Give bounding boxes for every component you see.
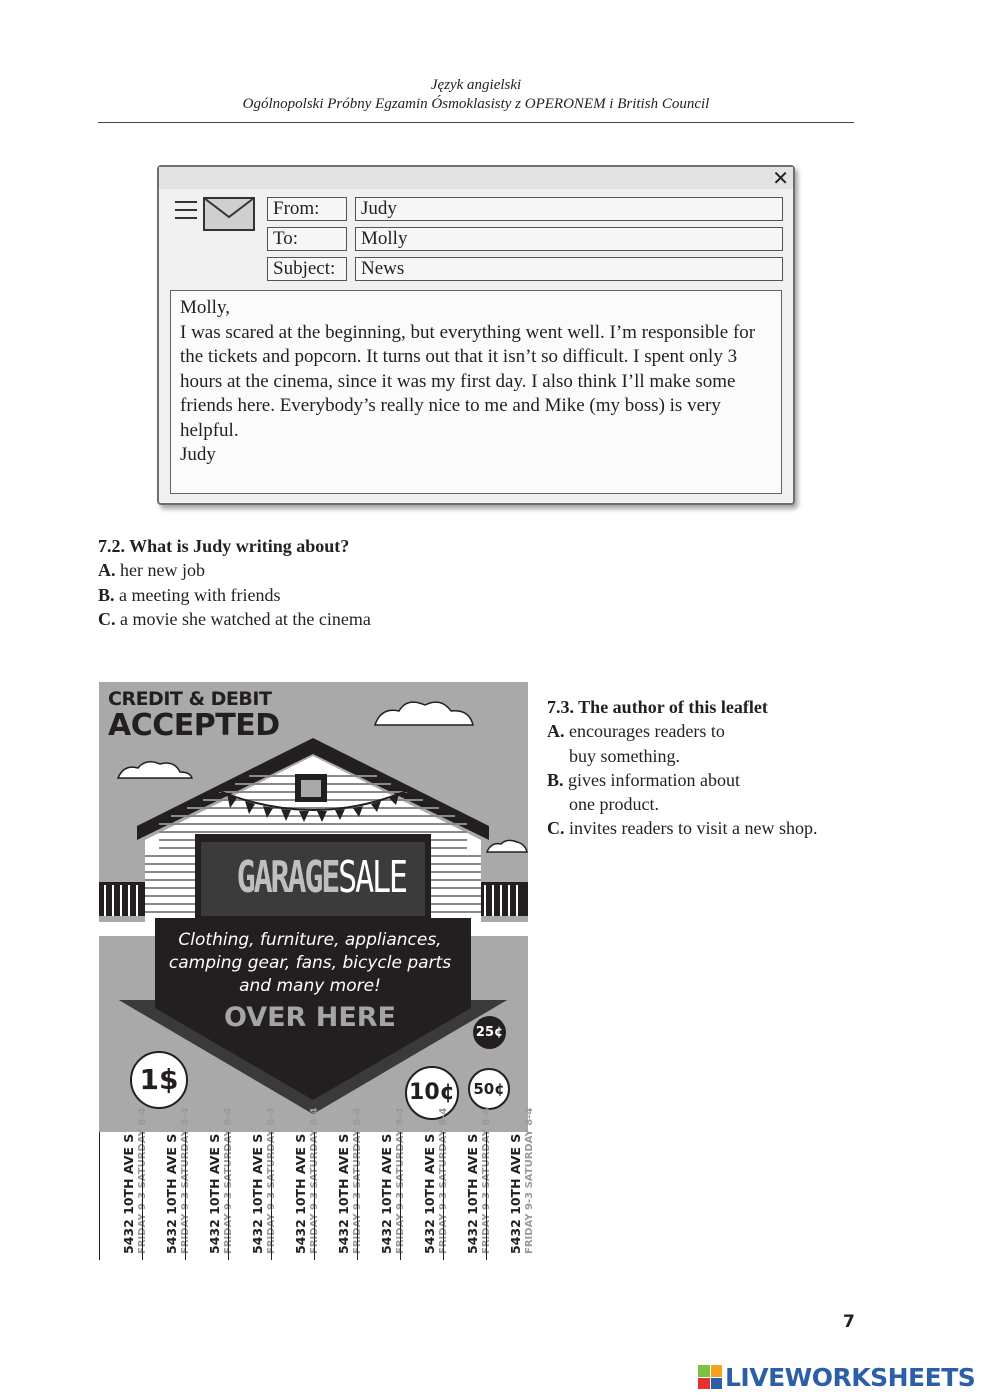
question-title: 7.2. What is Judy writing about? xyxy=(98,536,350,556)
price-tag-25-cents: 25¢ xyxy=(473,1016,506,1049)
tear-off-tab[interactable]: 5432 10TH AVE S FRIDAY 9-3 SATURDAY 8-4 xyxy=(271,1132,313,1260)
menu-icon[interactable] xyxy=(175,201,197,225)
header-exam-title: Ogólnopolski Próbny Egzamin Ósmoklasisty z OPERONEM i British Council xyxy=(242,96,710,112)
tear-off-tab[interactable]: 5432 10TH AVE S FRIDAY 9-3 SATURDAY 8-4 xyxy=(486,1132,528,1260)
answer-option-b[interactable]: B. gives information about one product. xyxy=(547,769,740,815)
price-tag-50-cents: 50¢ xyxy=(468,1068,510,1110)
answer-option-b[interactable]: B. a meeting with friends xyxy=(98,584,281,605)
answer-option-c[interactable]: C. a movie she watched at the cinema xyxy=(98,608,371,629)
envelope-icon xyxy=(203,197,255,231)
email-window xyxy=(157,165,795,505)
email-body[interactable] xyxy=(170,290,782,494)
from-label: From: xyxy=(267,197,347,221)
from-field[interactable]: Judy xyxy=(355,197,783,221)
tear-off-tab[interactable]: 5432 10TH AVE S FRIDAY 9-3 SATURDAY 8-4 xyxy=(228,1132,270,1260)
page-header xyxy=(98,76,854,114)
email-titlebar xyxy=(159,167,793,189)
email-signature: Judy xyxy=(180,444,216,465)
credit-debit-notice: CREDIT & DEBIT ACCEPTED xyxy=(108,688,280,743)
header-subject: Język angielski xyxy=(430,77,522,93)
page-number: 7 xyxy=(843,1312,855,1332)
tear-off-tabs xyxy=(99,1107,535,1260)
question-title: 7.3. The author of this leaflet xyxy=(547,697,768,717)
answer-option-a[interactable]: A. encourages readers to buy something. xyxy=(547,721,725,766)
tear-off-tab[interactable]: 5432 10TH AVE S FRIDAY 9-3 SATURDAY 8-4 xyxy=(357,1132,399,1260)
tear-off-tab[interactable]: 5432 10TH AVE S FRIDAY 9-3 SATURDAY 8-4 xyxy=(443,1132,485,1260)
liveworksheets-logo-icon xyxy=(698,1365,722,1389)
answer-option-a[interactable]: A. her new job xyxy=(98,560,205,581)
question-7-2 xyxy=(98,534,371,631)
to-label: To: xyxy=(267,227,347,251)
tear-off-tab[interactable]: 5432 10TH AVE S FRIDAY 9-3 SATURDAY 8-4 xyxy=(99,1132,141,1260)
tear-off-tab[interactable]: 5432 10TH AVE S FRIDAY 9-3 SATURDAY 8-4 xyxy=(314,1132,356,1260)
header-divider xyxy=(98,122,854,123)
question-7-3 xyxy=(547,695,817,841)
to-field[interactable]: Molly xyxy=(355,227,783,251)
tear-off-tab[interactable]: 5432 10TH AVE S FRIDAY 9-3 SATURDAY 8-4 xyxy=(400,1132,442,1260)
price-tag-10-cents: 10¢ xyxy=(405,1066,459,1120)
subject-field[interactable]: News xyxy=(355,257,783,281)
garage-sale-leaflet xyxy=(99,682,535,1260)
sale-items-text: Clothing, furniture, appliances, camping gear, fans, bicycle parts and many more! xyxy=(168,930,452,996)
liveworksheets-watermark[interactable] xyxy=(698,1362,975,1392)
watermark-text: LIVEWORKSHEETS xyxy=(725,1362,976,1392)
garage-sale-sign: GARAGESALE xyxy=(236,852,406,903)
email-text: I was scared at the beginning, but everything went well. I’m responsible for the tickets and popcorn. It turns out that it isn’t so difficult. I spent only 3 hours at the cinema, since it was my first day. I also think I’ll make some friends here. Everybody’s really nice to me and Mike (my boss) is very helpful. xyxy=(180,321,756,441)
tear-off-tab[interactable]: 5432 10TH AVE S FRIDAY 9-3 SATURDAY 8-4 xyxy=(185,1132,227,1260)
close-icon[interactable]: ✕ xyxy=(772,166,789,190)
tear-off-tab[interactable]: 5432 10TH AVE S FRIDAY 9-3 SATURDAY 8-4 xyxy=(142,1132,184,1260)
price-tag-1-dollar: 1$ xyxy=(130,1051,188,1109)
email-greeting: Molly, xyxy=(180,297,230,318)
answer-option-c[interactable]: C. invites readers to visit a new shop. xyxy=(547,818,818,839)
subject-label: Subject: xyxy=(267,257,347,281)
over-here-text: OVER HERE xyxy=(223,1002,397,1033)
